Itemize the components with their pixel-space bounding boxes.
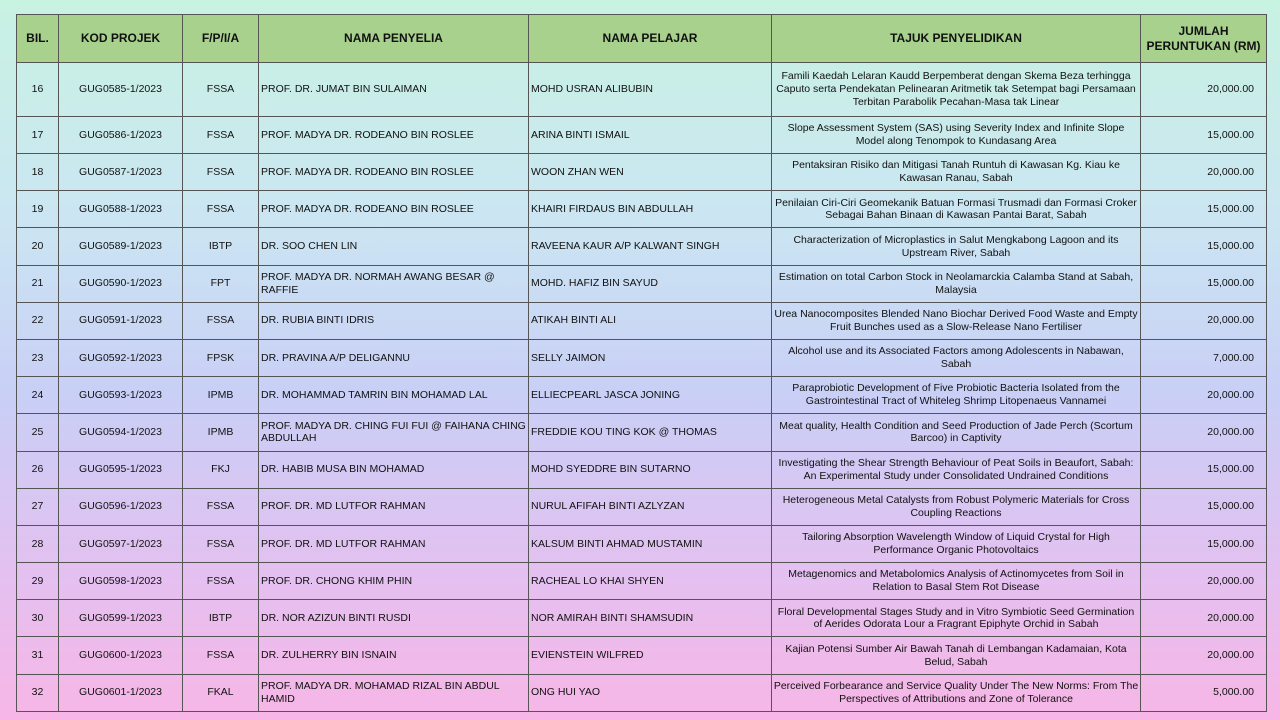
table-row [17,414,1267,451]
cell-bil: 21 [17,265,59,302]
cell-nama-pelajar: ELLIECPEARL JASCA JONING [529,377,772,414]
cell-nama-penyelia: PROF. MADYA DR. RODEANO BIN ROSLEE [259,191,529,228]
cell-bil: 24 [17,377,59,414]
cell-jumlah-peruntukan: 20,000.00 [1141,414,1267,451]
cell-fpia: IBTP [183,228,259,265]
cell-fpia: FSSA [183,63,259,117]
table-row [17,563,1267,600]
table-row [17,116,1267,153]
cell-tajuk-penyelidikan: Floral Developmental Stages Study and in Vitro Symbiotic Seed Germination of Aerides Odorata Lour a Fragrant Epiphyte Orchid in Sabah [772,600,1141,637]
cell-nama-pelajar: MOHD USRAN ALIBUBIN [529,63,772,117]
cell-nama-penyelia: DR. RUBIA BINTI IDRIS [259,302,529,339]
cell-nama-penyelia: PROF. MADYA DR. NORMAH AWANG BESAR @ RAFFIE [259,265,529,302]
cell-bil: 22 [17,302,59,339]
cell-tajuk-penyelidikan: Paraprobiotic Development of Five Probiotic Bacteria Isolated from the Gastrointestinal Tract of Whiteleg Shrimp Litopenaeus Vannamei [772,377,1141,414]
cell-kod-projek: GUG0590-1/2023 [59,265,183,302]
cell-nama-pelajar: ATIKAH BINTI ALI [529,302,772,339]
cell-tajuk-penyelidikan: Slope Assessment System (SAS) using Severity Index and Infinite Slope Model along Tenompok to Kundasang Area [772,116,1141,153]
cell-nama-pelajar: KHAIRI FIRDAUS BIN ABDULLAH [529,191,772,228]
cell-nama-pelajar: RACHEAL LO KHAI SHYEN [529,563,772,600]
cell-fpia: FSSA [183,488,259,525]
cell-fpia: FSSA [183,637,259,674]
cell-bil: 19 [17,191,59,228]
cell-jumlah-peruntukan: 15,000.00 [1141,488,1267,525]
cell-tajuk-penyelidikan: Alcohol use and its Associated Factors among Adolescents in Nabawan, Sabah [772,339,1141,376]
cell-nama-penyelia: PROF. DR. JUMAT BIN SULAIMAN [259,63,529,117]
cell-kod-projek: GUG0595-1/2023 [59,451,183,488]
cell-nama-penyelia: PROF. MADYA DR. CHING FUI FUI @ FAIHANA CHING ABDULLAH [259,414,529,451]
cell-fpia: FSSA [183,563,259,600]
cell-bil: 23 [17,339,59,376]
cell-tajuk-penyelidikan: Tailoring Absorption Wavelength Window of Liquid Crystal for High Performance Organic Photovoltaics [772,525,1141,562]
cell-bil: 27 [17,488,59,525]
cell-jumlah-peruntukan: 15,000.00 [1141,451,1267,488]
cell-nama-penyelia: DR. MOHAMMAD TAMRIN BIN MOHAMAD LAL [259,377,529,414]
cell-kod-projek: GUG0596-1/2023 [59,488,183,525]
cell-jumlah-peruntukan: 15,000.00 [1141,191,1267,228]
cell-nama-penyelia: PROF. MADYA DR. RODEANO BIN ROSLEE [259,116,529,153]
table-row [17,265,1267,302]
cell-nama-pelajar: NOR AMIRAH BINTI SHAMSUDIN [529,600,772,637]
cell-fpia: FSSA [183,116,259,153]
cell-nama-pelajar: NURUL AFIFAH BINTI AZLYZAN [529,488,772,525]
cell-nama-penyelia: PROF. DR. MD LUTFOR RAHMAN [259,525,529,562]
cell-bil: 16 [17,63,59,117]
table-row [17,302,1267,339]
cell-tajuk-penyelidikan: Kajian Potensi Sumber Air Bawah Tanah di Lembangan Kadamaian, Kota Belud, Sabah [772,637,1141,674]
cell-nama-penyelia: PROF. MADYA DR. MOHAMAD RIZAL BIN ABDUL HAMID [259,674,529,711]
cell-nama-pelajar: ONG HUI YAO [529,674,772,711]
cell-nama-penyelia: DR. ZULHERRY BIN ISNAIN [259,637,529,674]
cell-bil: 26 [17,451,59,488]
cell-tajuk-penyelidikan: Urea Nanocomposites Blended Nano Biochar Derived Food Waste and Empty Fruit Bunches used as a Slow-Release Nano Fertiliser [772,302,1141,339]
cell-jumlah-peruntukan: 15,000.00 [1141,116,1267,153]
cell-fpia: FPT [183,265,259,302]
cell-bil: 30 [17,600,59,637]
table-row [17,674,1267,711]
cell-tajuk-penyelidikan: Heterogeneous Metal Catalysts from Robust Polymeric Materials for Cross Coupling Reactions [772,488,1141,525]
cell-tajuk-penyelidikan: Meat quality, Health Condition and Seed Production of Jade Perch (Scortum Barcoo) in Captivity [772,414,1141,451]
cell-kod-projek: GUG0591-1/2023 [59,302,183,339]
cell-nama-pelajar: FREDDIE KOU TING KOK @ THOMAS [529,414,772,451]
cell-jumlah-peruntukan: 20,000.00 [1141,377,1267,414]
cell-fpia: IPMB [183,414,259,451]
cell-kod-projek: GUG0599-1/2023 [59,600,183,637]
cell-fpia: FSSA [183,191,259,228]
header-nama-penyelia: NAMA PENYELIA [259,15,529,63]
cell-fpia: FKJ [183,451,259,488]
cell-tajuk-penyelidikan: Perceived Forbearance and Service Quality Under The New Norms: From The Perspectives of Attributions and Zone of Tolerance [772,674,1141,711]
header-fpia: F/P/I/A [183,15,259,63]
cell-nama-pelajar: SELLY JAIMON [529,339,772,376]
cell-nama-pelajar: WOON ZHAN WEN [529,154,772,191]
cell-nama-pelajar: MOHD SYEDDRE BIN SUTARNO [529,451,772,488]
cell-nama-penyelia: PROF. DR. MD LUTFOR RAHMAN [259,488,529,525]
cell-bil: 20 [17,228,59,265]
cell-jumlah-peruntukan: 15,000.00 [1141,525,1267,562]
cell-tajuk-penyelidikan: Penilaian Ciri-Ciri Geomekanik Batuan Formasi Trusmadi dan Formasi Croker Sebagai Bahan Binaan di Kawasan Pantai Barat, Sabah [772,191,1141,228]
cell-bil: 32 [17,674,59,711]
header-nama-pelajar: NAMA PELAJAR [529,15,772,63]
cell-nama-penyelia: PROF. MADYA DR. RODEANO BIN ROSLEE [259,154,529,191]
header-kod-projek: KOD PROJEK [59,15,183,63]
cell-nama-penyelia: DR. PRAVINA A/P DELIGANNU [259,339,529,376]
table-header [17,15,1267,63]
cell-nama-pelajar: EVIENSTEIN WILFRED [529,637,772,674]
cell-bil: 18 [17,154,59,191]
cell-nama-pelajar: RAVEENA KAUR A/P KALWANT SINGH [529,228,772,265]
header-tajuk-penyelidikan: TAJUK PENYELIDIKAN [772,15,1141,63]
cell-fpia: FSSA [183,302,259,339]
cell-nama-pelajar: KALSUM BINTI AHMAD MUSTAMIN [529,525,772,562]
table-row [17,451,1267,488]
cell-jumlah-peruntukan: 20,000.00 [1141,637,1267,674]
cell-jumlah-peruntukan: 20,000.00 [1141,600,1267,637]
cell-kod-projek: GUG0593-1/2023 [59,377,183,414]
table-row [17,377,1267,414]
cell-kod-projek: GUG0587-1/2023 [59,154,183,191]
cell-kod-projek: GUG0601-1/2023 [59,674,183,711]
cell-tajuk-penyelidikan: Estimation on total Carbon Stock in Neolamarckia Calamba Stand at Sabah, Malaysia [772,265,1141,302]
cell-nama-penyelia: DR. SOO CHEN LIN [259,228,529,265]
table-row [17,637,1267,674]
cell-tajuk-penyelidikan: Pentaksiran Risiko dan Mitigasi Tanah Runtuh di Kawasan Kg. Kiau ke Kawasan Ranau, Sabah [772,154,1141,191]
cell-nama-pelajar: ARINA BINTI ISMAIL [529,116,772,153]
cell-bil: 28 [17,525,59,562]
cell-bil: 17 [17,116,59,153]
cell-kod-projek: GUG0589-1/2023 [59,228,183,265]
cell-tajuk-penyelidikan: Metagenomics and Metabolomics Analysis of Actinomycetes from Soil in Relation to Basal Stem Rot Disease [772,563,1141,600]
cell-fpia: FKAL [183,674,259,711]
cell-kod-projek: GUG0597-1/2023 [59,525,183,562]
header-bil: BIL. [17,15,59,63]
cell-tajuk-penyelidikan: Investigating the Shear Strength Behaviour of Peat Soils in Beaufort, Sabah: An Experimental Study under Consolidated Undrained Conditions [772,451,1141,488]
cell-jumlah-peruntukan: 20,000.00 [1141,302,1267,339]
cell-fpia: IPMB [183,377,259,414]
cell-kod-projek: GUG0585-1/2023 [59,63,183,117]
cell-bil: 31 [17,637,59,674]
cell-fpia: FSSA [183,525,259,562]
cell-kod-projek: GUG0586-1/2023 [59,116,183,153]
table-row [17,600,1267,637]
cell-nama-penyelia: PROF. DR. CHONG KHIM PHIN [259,563,529,600]
cell-fpia: FSSA [183,154,259,191]
cell-jumlah-peruntukan: 15,000.00 [1141,228,1267,265]
cell-bil: 29 [17,563,59,600]
cell-bil: 25 [17,414,59,451]
cell-tajuk-penyelidikan: Characterization of Microplastics in Salut Mengkabong Lagoon and its Upstream River, Sabah [772,228,1141,265]
table-row [17,154,1267,191]
cell-nama-penyelia: DR. NOR AZIZUN BINTI RUSDI [259,600,529,637]
cell-nama-penyelia: DR. HABIB MUSA BIN MOHAMAD [259,451,529,488]
cell-nama-pelajar: MOHD. HAFIZ BIN SAYUD [529,265,772,302]
cell-tajuk-penyelidikan: Famili Kaedah Lelaran Kaudd Berpemberat dengan Skema Beza terhingga Caputo serta Pendekatan Pelinearan Aritmetik tak Setempat bagi Persamaan Terbitan Parabolik Pecahan-Masa tak Linear [772,63,1141,117]
header-jumlah-peruntukan: JUMLAH PERUNTUKAN (RM) [1141,15,1267,63]
cell-jumlah-peruntukan: 15,000.00 [1141,265,1267,302]
cell-fpia: IBTP [183,600,259,637]
cell-kod-projek: GUG0592-1/2023 [59,339,183,376]
cell-jumlah-peruntukan: 7,000.00 [1141,339,1267,376]
cell-jumlah-peruntukan: 20,000.00 [1141,154,1267,191]
cell-jumlah-peruntukan: 5,000.00 [1141,674,1267,711]
research-projects-table [16,14,1267,712]
cell-kod-projek: GUG0588-1/2023 [59,191,183,228]
header-row [17,15,1267,63]
cell-kod-projek: GUG0594-1/2023 [59,414,183,451]
table-row [17,525,1267,562]
cell-fpia: FPSK [183,339,259,376]
table-row [17,339,1267,376]
table-body [17,63,1267,712]
table-row [17,63,1267,117]
table-row [17,228,1267,265]
table-row [17,488,1267,525]
table-row [17,191,1267,228]
cell-jumlah-peruntukan: 20,000.00 [1141,63,1267,117]
cell-jumlah-peruntukan: 20,000.00 [1141,563,1267,600]
cell-kod-projek: GUG0598-1/2023 [59,563,183,600]
cell-kod-projek: GUG0600-1/2023 [59,637,183,674]
